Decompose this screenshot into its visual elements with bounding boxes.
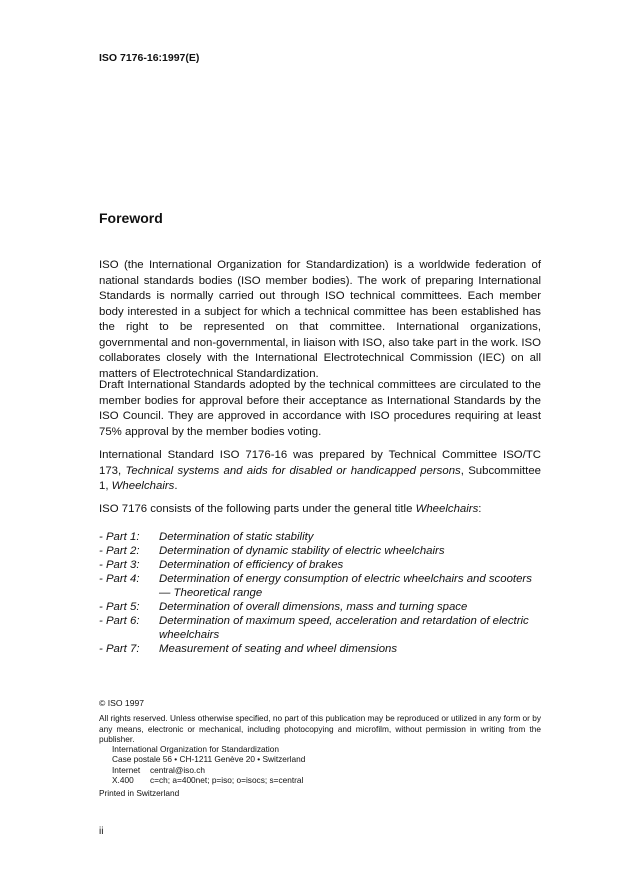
subcommittee-title: Wheelchairs <box>111 480 175 492</box>
postal-address: Case postale 56 • CH-1211 Genève 20 • Switzerland <box>112 754 306 765</box>
committee-title: Technical systems and aids for disabled or handicapped persons <box>125 464 461 477</box>
copyright-notice: © ISO 1997 <box>99 698 145 708</box>
paragraph-prepared-by <box>99 448 541 495</box>
part-title: Determination of energy consumption of electric wheelchairs and scooters — Theoretical range <box>159 573 532 599</box>
rights-statement: All rights reserved. Unless otherwise specified, no part of this publication may be reproduced or utilized in any form or by any means, electronic or mechanical, including photocopying and microfilm, without permission in writing from the publisher. <box>99 713 541 744</box>
x400-label: X.400 <box>112 775 134 786</box>
part-item <box>99 642 541 656</box>
x400-address: c=ch; a=400net; p=iso; o=isocs; s=central <box>150 775 304 786</box>
part-number: - Part 1: <box>99 531 140 543</box>
internet-row <box>112 765 305 775</box>
part-number: - Part 4: <box>99 573 140 585</box>
paragraph-iso-intro: ISO (the International Organization for Standardization) is a worldwide federation of national standards bodies (ISO member bodies). The work of preparing International Standards is normally carried out through ISO technical committees. Each member body interested in a subject for which a technical committee has been established has the right to be represented on that committee. International organizations, governmental and non-governmental, in liaison with ISO, also take part in the work. ISO collaborates closely with the International Electrotechnical Commission (IEC) on all matters of Electrotechnical Standardization. <box>99 259 541 380</box>
part-number: - Part 3: <box>99 559 140 571</box>
part-number: - Part 6: <box>99 615 140 627</box>
text-segment: , Subcommittee 1, <box>99 464 542 492</box>
printed-in: Printed in Switzerland <box>99 788 180 798</box>
part-title: Determination of maximum speed, acceleration and retardation of electric wheelchairs <box>159 615 529 641</box>
part-item <box>99 572 541 600</box>
part-title: Determination of static stability <box>159 531 314 543</box>
text-segment: ISO 7176 consists of the following parts under the general title <box>99 503 416 515</box>
part-title: Determination of overall dimensions, mass and turning space <box>159 601 468 613</box>
part-item <box>99 558 541 572</box>
part-item <box>99 530 541 544</box>
paragraph-draft-standards: Draft International Standards adopted by the technical committees are circulated to the member bodies for approval before their acceptance as International Standards by the ISO Council. They are approved in accordance with ISO procedures requiring at least 75% approval by the member bodies voting. <box>99 379 541 438</box>
part-item <box>99 544 541 558</box>
part-number: - Part 2: <box>99 545 140 557</box>
page-number: ii <box>99 826 104 837</box>
text-segment: . <box>174 480 178 492</box>
publisher-address <box>112 744 305 786</box>
section-title: Foreword <box>99 210 163 226</box>
part-number: - Part 7: <box>99 643 140 655</box>
part-number: - Part 5: <box>99 601 140 613</box>
part-title: Determination of efficiency of brakes <box>159 559 344 571</box>
part-title: Measurement of seating and wheel dimensions <box>159 643 398 655</box>
internet-address: central@iso.ch <box>150 764 205 775</box>
part-title: Determination of dynamic stability of electric wheelchairs <box>159 545 445 557</box>
part-item <box>99 614 541 642</box>
internet-label: Internet <box>112 764 141 775</box>
general-title: Wheelchairs <box>415 503 479 515</box>
text-segment: : <box>478 503 482 515</box>
document-id: ISO 7176-16:1997(E) <box>99 52 200 64</box>
org-name: International Organization for Standardization <box>112 744 279 754</box>
paragraph-parts-intro <box>99 502 541 518</box>
part-item <box>99 600 541 614</box>
parts-list <box>99 530 541 656</box>
text-segment: International Standard ISO 7176-16 was prepared by Technical Committee ISO/TC 173, <box>99 449 541 477</box>
x400-row <box>112 775 305 785</box>
